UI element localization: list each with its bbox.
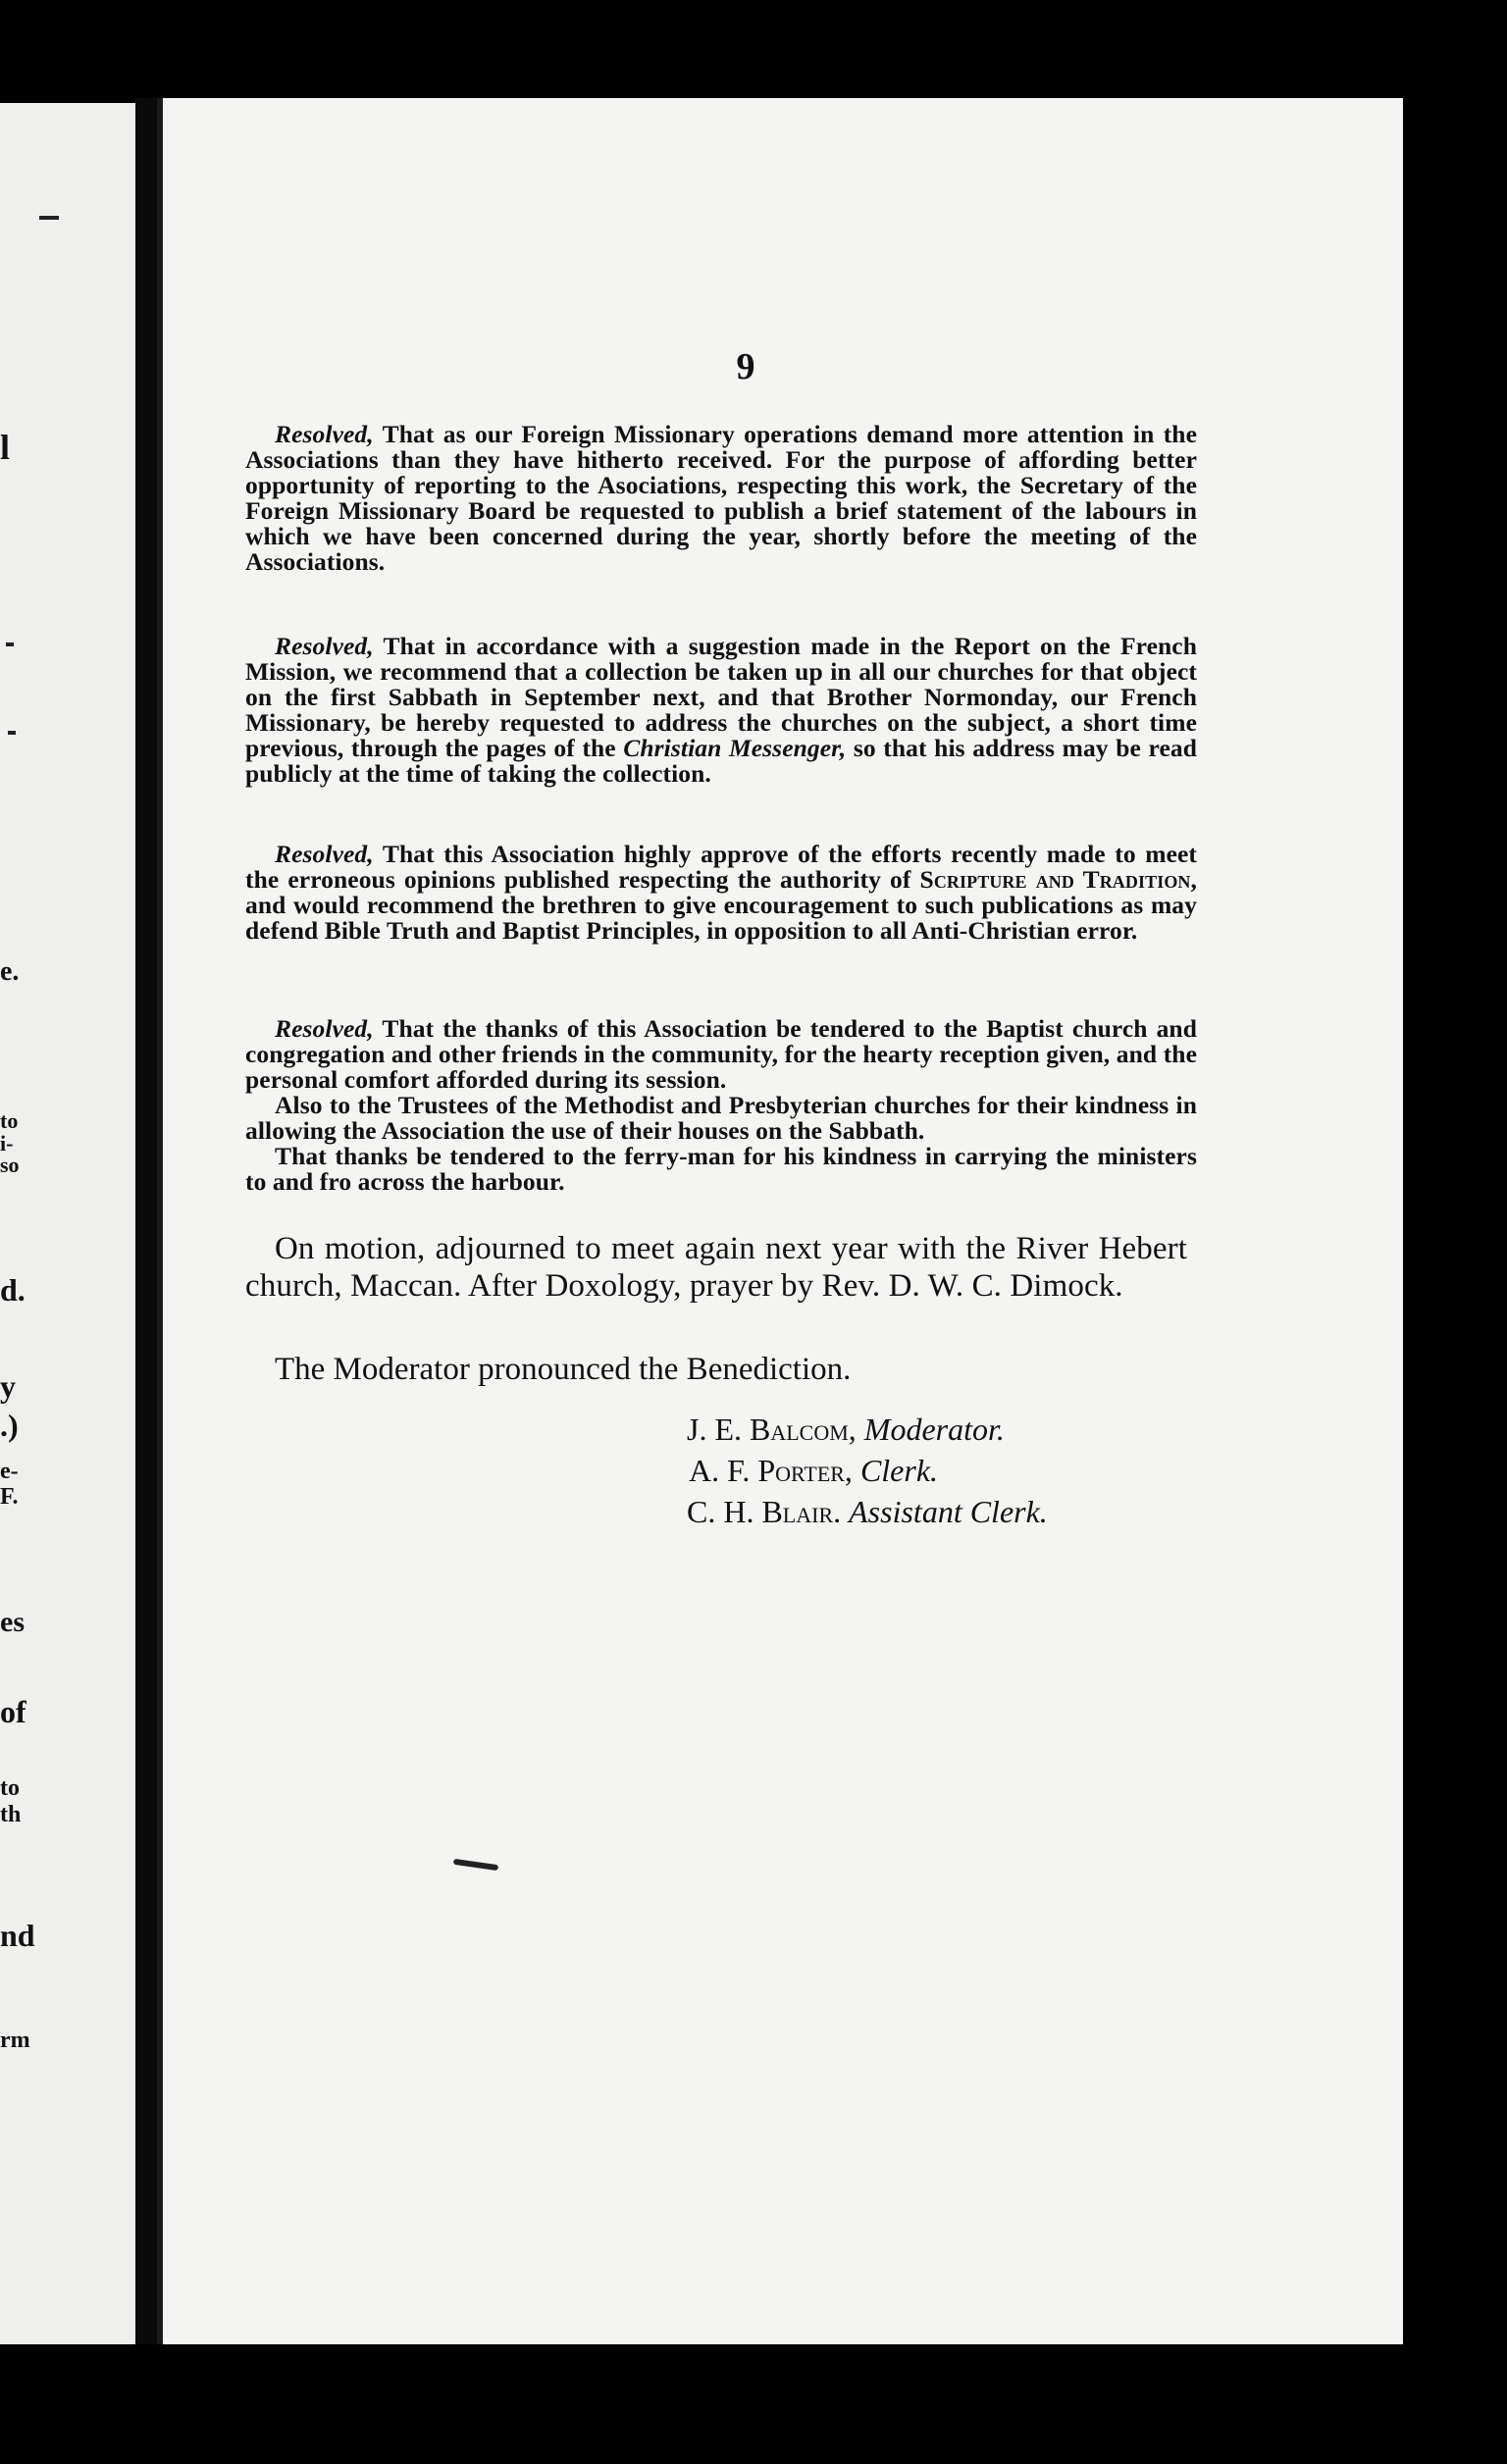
signatory-role: Assistant Clerk.	[849, 1494, 1048, 1529]
signature-clerk	[687, 1450, 1048, 1491]
signatory-name: J. E. Balcom,	[687, 1412, 857, 1447]
resolution-text-end: so that his address may be read publicly at the time of taking the collection.	[245, 734, 1197, 788]
fragment: rm	[0, 2028, 30, 2053]
fragment: th	[0, 1802, 22, 1827]
signatory-name: C. H. Blair.	[687, 1494, 842, 1529]
signature-assistant-clerk	[687, 1491, 1048, 1532]
fragment: e.	[0, 956, 20, 987]
fragment: of	[0, 1694, 26, 1729]
fragment: so	[0, 1153, 20, 1177]
page-number: 9	[736, 346, 755, 387]
fragment: y	[0, 1368, 16, 1404]
publication-title: Christian Messenger,	[623, 734, 847, 762]
fragment: F.	[0, 1484, 19, 1510]
signature-moderator	[687, 1409, 1048, 1450]
resolution-text: That the thanks of this Association be tendered to the Baptist church and congregation and other friends in the community, for the hearty reception given, and the personal comfort afforded during its session.	[245, 1014, 1198, 1094]
resolution-lead: Resolved,	[275, 840, 374, 868]
signatory-name: A. F. Porter,	[689, 1453, 853, 1488]
fragment: to	[0, 1108, 19, 1133]
closing-motion: On motion, adjourned to meet again next year with the River Hebert church, Maccan. After Doxology, prayer by Rev. D. W. C. Dimock.	[245, 1231, 1187, 1304]
resolution-french-mission	[245, 634, 1197, 787]
benediction-line: The Moderator pronounced the Benediction.	[275, 1352, 852, 1387]
resolution-text: That this Association highly approve of the efforts recently made to meet the erroneous opinions published respecting the authority of	[245, 840, 1198, 894]
resolution-lead: Resolved,	[275, 1014, 374, 1043]
thanks-ferryman: That thanks be tendered to the ferry-man for his kindness in carrying the ministers to and fro across the harbour.	[245, 1142, 1197, 1196]
facing-page-strip	[0, 103, 135, 2344]
resolution-lead: Resolved,	[275, 632, 374, 660]
signatory-role: Clerk.	[859, 1453, 939, 1488]
signatory-role: Moderator.	[863, 1412, 1005, 1447]
fragment: es	[0, 1606, 25, 1638]
fragment: .)	[0, 1408, 19, 1443]
resolution-text: That in accordance with a suggestion made in the Report on the French Mission, we recommend that a collection be taken up in all our churches for that object on the first Sabbath in September next, and that Brother Normonday, our French Missionary, be hereby requested to address the churches on the subject, a short time previous, through the pages of the	[245, 632, 1197, 762]
resolution-text-end: and would recommend the brethren to give encouragement to such publications as may defend Bible Truth and Baptist Principles, in opposition to all Anti-Christian error.	[245, 891, 1197, 945]
signature-block	[687, 1409, 1048, 1532]
resolution-lead: Resolved,	[275, 420, 374, 448]
resolution-scripture-tradition	[245, 842, 1197, 944]
fragment: e-	[0, 1459, 19, 1484]
fragment: nd	[0, 1918, 35, 1953]
fragment: to	[0, 1775, 20, 1801]
resolution-text: That as our Foreign Missionary operations demand more attention in the Associations than they have hitherto received. For the purpose of affording better opportunity of reporting to the Asociations, respecting this work, the Secretary of the Foreign Missionary Board be requested to publish a brief statement of the labours in which we have been concerned during the year, shortly before the meeting of the Associations.	[245, 420, 1197, 576]
resolution-thanks	[245, 1016, 1197, 1195]
fragment: d.	[0, 1272, 26, 1308]
thanks-trustees: Also to the Trustees of the Methodist and Presbyterian churches for their kindness in allowing the Association the use of their houses on the Sabbath.	[245, 1091, 1197, 1145]
resolution-foreign-missions	[245, 422, 1197, 575]
fragment: l	[0, 428, 11, 467]
fragment: i-	[0, 1131, 14, 1155]
small-caps-title: Scripture and Tradition,	[919, 865, 1197, 894]
book-spine	[135, 98, 159, 2344]
